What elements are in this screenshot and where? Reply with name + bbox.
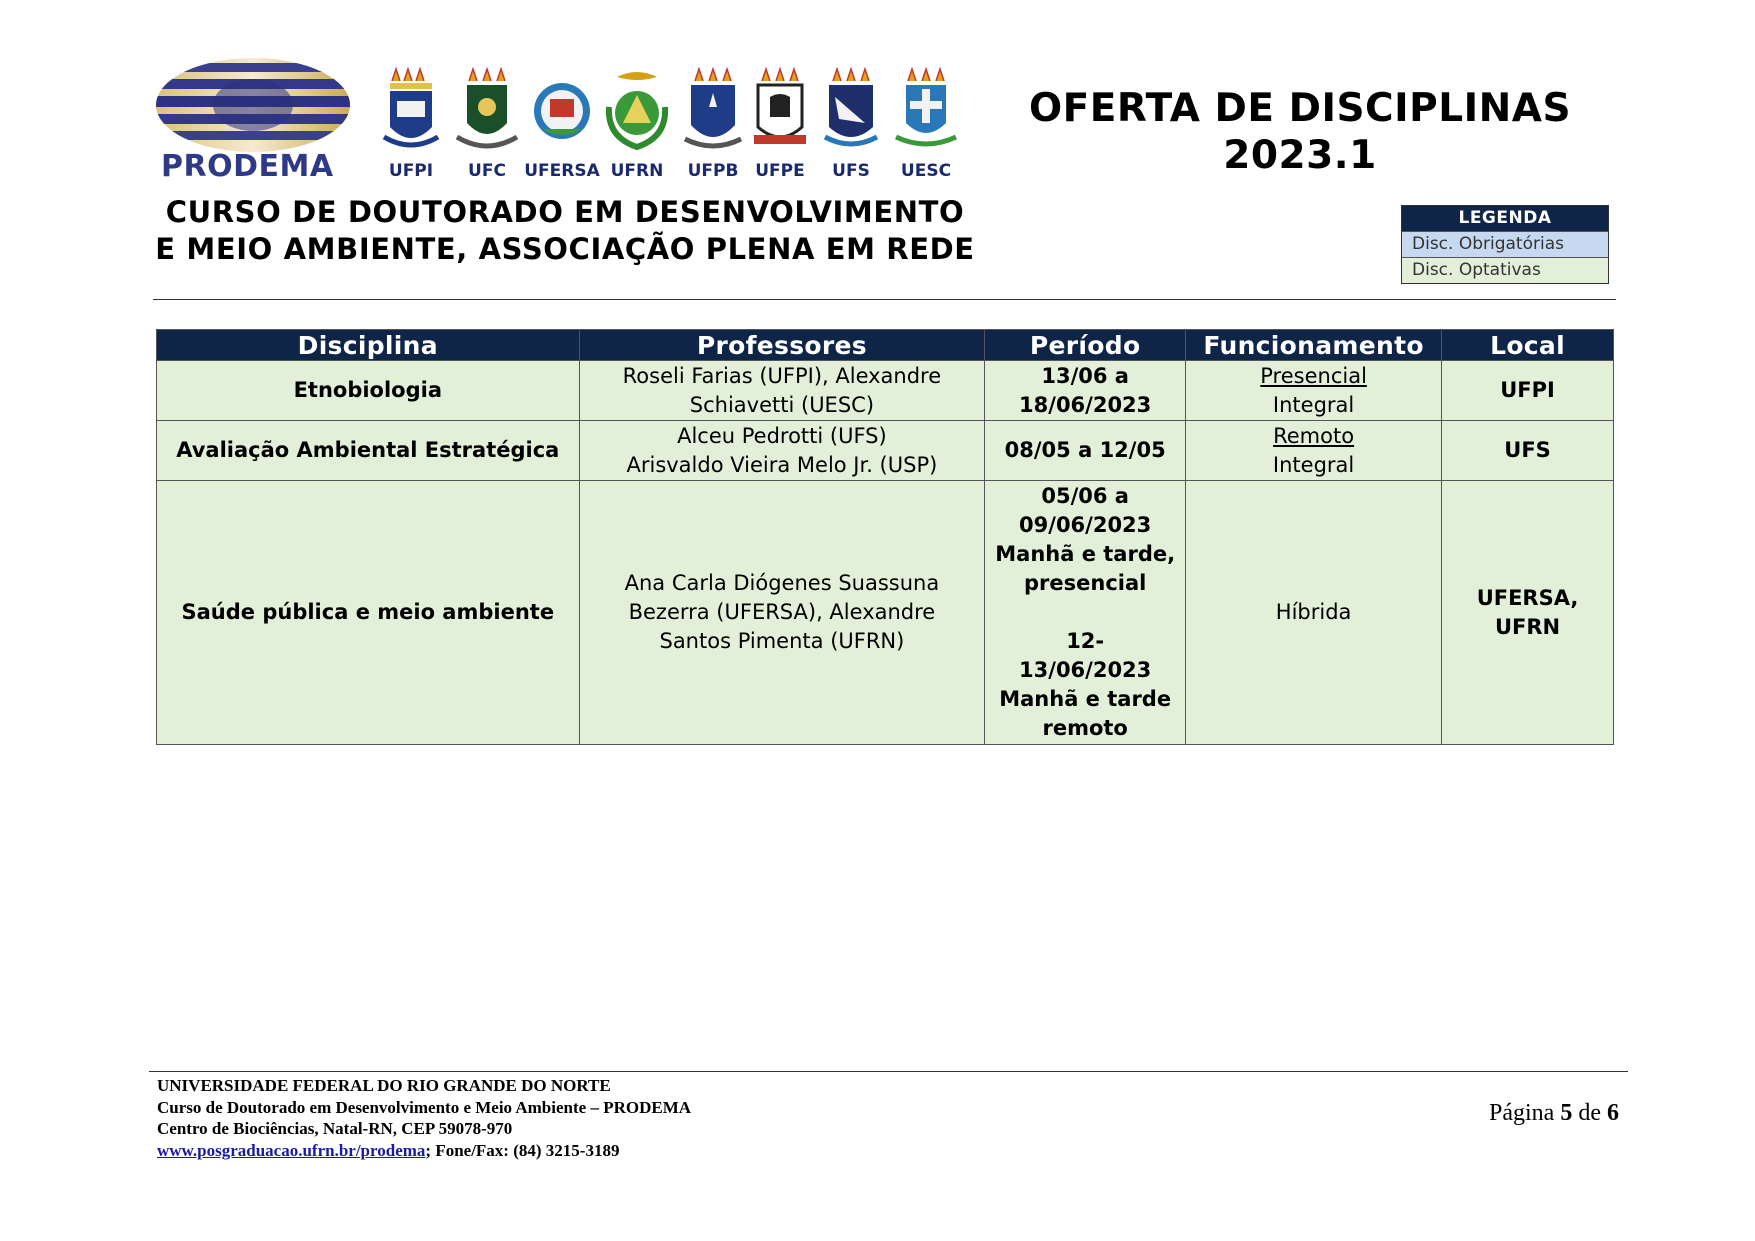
legend-title: LEGENDA xyxy=(1402,206,1608,231)
uesc-crest-icon xyxy=(894,67,958,159)
offer-title: OFERTA DE DISCIPLINAS 2023.1 xyxy=(1028,86,1572,178)
ufrn-crest-icon xyxy=(601,67,673,159)
ufersa-logo: UFERSA xyxy=(522,67,602,181)
cell-funcionamento: Remoto Integral xyxy=(1186,421,1442,481)
ufc-logo: UFC xyxy=(447,67,527,181)
cell-disciplina: Etnobiologia xyxy=(157,361,580,421)
ufc-crest-icon xyxy=(455,67,519,159)
ufpe-logo: UFPE xyxy=(740,67,820,181)
ufpb-logo: UFPB xyxy=(673,67,753,181)
cell-local: UFPI xyxy=(1442,361,1614,421)
header-divider xyxy=(153,299,1616,300)
col-header-professores: Professores xyxy=(579,330,985,361)
cell-local: UFS xyxy=(1442,421,1614,481)
ufrn-logo: UFRN xyxy=(597,67,677,181)
col-header-local: Local xyxy=(1442,330,1614,361)
website-link[interactable]: www.posgraduacao.ufrn.br/prodema xyxy=(157,1140,426,1160)
cell-local: UFERSA, UFRN xyxy=(1442,481,1614,745)
course-title: CURSO DE DOUTORADO EM DESENVOLVIMENTO E MEIO AMBIENTE, ASSOCIAÇÃO PLENA EM REDE xyxy=(155,195,975,266)
ufpb-crest-icon xyxy=(681,67,745,159)
cell-periodo: 08/05 a 12/05 xyxy=(985,421,1186,481)
ufersa-crest-icon xyxy=(530,67,594,159)
table-row xyxy=(157,481,1614,745)
cell-disciplina: Avaliação Ambiental Estratégica xyxy=(157,421,580,481)
cell-professores: Alceu Pedrotti (UFS) Arisvaldo Vieira Melo Jr. (USP) xyxy=(579,421,985,481)
legend-optional: Disc. Optativas xyxy=(1402,257,1608,283)
col-header-periodo: Período xyxy=(985,330,1186,361)
footer-divider xyxy=(149,1071,1628,1072)
cell-periodo: 13/06 a 18/06/2023 xyxy=(985,361,1186,421)
prodema-logo-text: PRODEMA xyxy=(161,149,334,184)
ufpe-crest-icon xyxy=(750,67,810,159)
footer-address: UNIVERSIDADE FEDERAL DO RIO GRANDE DO NORTE Curso de Doutorado em Desenvolvimento e Meio Ambiente – PRODEMA Centro de Biociências, Natal-RN, CEP 59078-970 www.posgraduacao.ufrn.br/prodema; Fone/Fax: (84) 3215-3189 xyxy=(157,1076,692,1160)
col-header-disciplina: Disciplina xyxy=(157,330,580,361)
ufpi-crest-icon xyxy=(382,67,440,159)
table-header-row xyxy=(157,330,1614,361)
page-number: Página 5 de 6 xyxy=(1489,1100,1619,1126)
disciplines-table xyxy=(156,329,1614,745)
cell-periodo: 05/06 a 09/06/2023 Manhã e tarde, presencial 12- 13/06/2023 Manhã e tarde remoto xyxy=(985,481,1186,745)
legend xyxy=(1401,205,1609,284)
ufs-crest-icon xyxy=(821,67,881,159)
uesc-logo: UESC xyxy=(886,67,966,181)
table-row xyxy=(157,421,1614,481)
cell-funcionamento: Híbrida xyxy=(1186,481,1442,745)
cell-disciplina: Saúde pública e meio ambiente xyxy=(157,481,580,745)
table-row xyxy=(157,361,1614,421)
cell-professores: Ana Carla Diógenes Suassuna Bezerra (UFERSA), Alexandre Santos Pimenta (UFRN) xyxy=(579,481,985,745)
legend-mandatory: Disc. Obrigatórias xyxy=(1402,231,1608,257)
col-header-funcionamento: Funcionamento xyxy=(1186,330,1442,361)
cell-funcionamento: Presencial Integral xyxy=(1186,361,1442,421)
ufpi-logo: UFPI xyxy=(371,67,451,181)
ufs-logo: UFS xyxy=(811,67,891,181)
prodema-logo-icon xyxy=(155,57,351,153)
cell-professores: Roseli Farias (UFPI), Alexandre Schiavetti (UESC) xyxy=(579,361,985,421)
logo-strip xyxy=(155,55,975,185)
